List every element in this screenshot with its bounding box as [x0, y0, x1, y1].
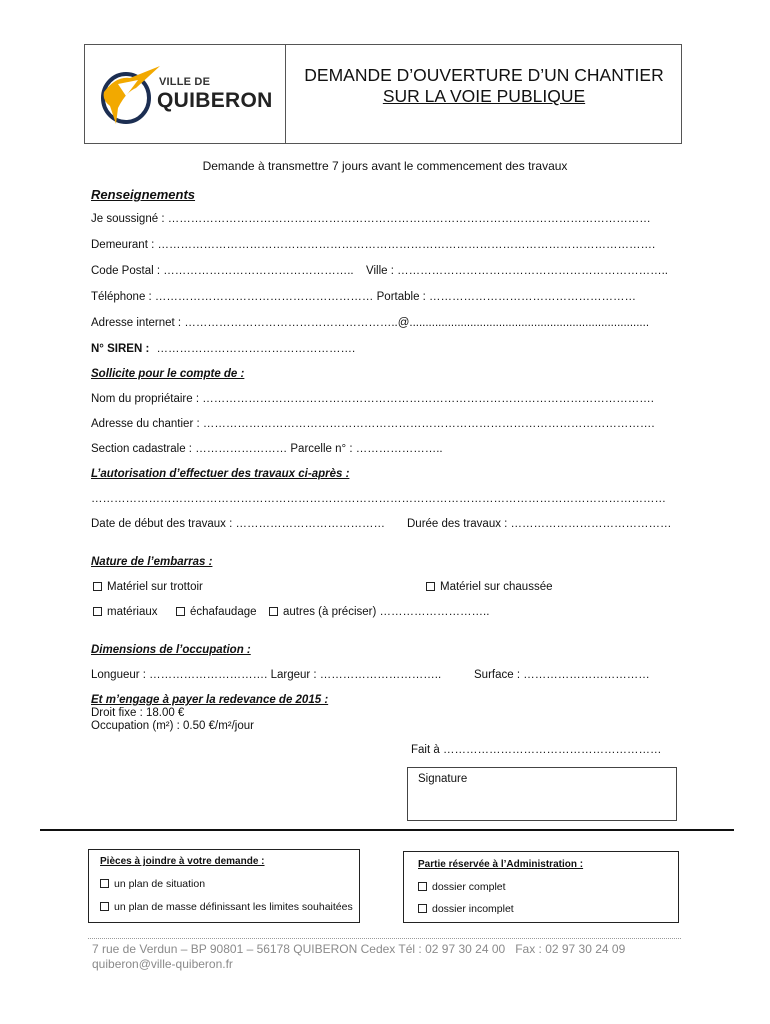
logo-text-ville-de: VILLE DE [159, 76, 211, 88]
heading-sollicite: Sollicite pour le compte de : [91, 368, 245, 380]
field-section-parcelle[interactable]: Section cadastrale : …………………… Parcelle n° : ………………….. [91, 443, 443, 455]
title-line-2: SUR LA VOIE PUBLIQUE [382, 86, 586, 106]
heading-autorisation: L’autorisation d’effectuer des travaux ci-après : [91, 468, 350, 480]
option-materiel-trottoir[interactable] [93, 581, 203, 593]
siren-dots: ……………………………………………. [156, 343, 356, 355]
ville-de-quiberon-logo [96, 62, 276, 130]
logo-text-quiberon: QUIBERON [157, 89, 273, 112]
administration-box [403, 851, 679, 923]
checkbox-echafaudage[interactable] [176, 607, 185, 616]
label-dossier-complet: dossier complet [432, 881, 506, 893]
label-dossier-incomplet: dossier incomplet [432, 903, 514, 915]
label-materiaux: matériaux [107, 606, 158, 618]
field-surface[interactable]: Surface : …………………………… [474, 669, 650, 681]
pieces-box [88, 849, 360, 923]
checkbox-plan-situation[interactable] [100, 879, 109, 888]
field-nom-proprietaire[interactable]: Nom du propriétaire : ………………………………………………………………………………………………………. [91, 393, 654, 405]
label-autres: autres (à préciser) ……………………….. [283, 606, 490, 618]
footer-address-line [92, 942, 625, 957]
label-plan-masse: un plan de masse définissant les limites souhaitées [114, 901, 353, 913]
option-materiel-chaussee[interactable] [426, 581, 553, 593]
field-date-debut[interactable]: Date de début des travaux : ………………………………… [91, 518, 385, 530]
administration-title: Partie réservée à l’Administration : [418, 859, 584, 870]
subtitle: Demande à transmettre 7 jours avant le commencement des travaux [202, 159, 568, 173]
title-line-1: DEMANDE D’OUVERTURE D’UN CHANTIER [304, 65, 664, 85]
field-adresse-chantier[interactable]: Adresse du chantier : ………………………………………………………………………………………………………. [91, 418, 655, 430]
page-title [286, 65, 682, 107]
label-echafaudage: échafaudage [190, 606, 257, 618]
signature-label: Signature [418, 773, 468, 785]
checkbox-chaussee[interactable] [426, 582, 435, 591]
footer-fax: Fax : 02 97 30 24 09 [515, 942, 626, 956]
label-plan-situation: un plan de situation [114, 878, 206, 890]
option-echafaudage[interactable] [176, 606, 257, 618]
checkbox-materiaux[interactable] [93, 607, 102, 616]
field-siren[interactable] [91, 343, 355, 355]
field-adresse-internet[interactable]: Adresse internet : ………………………………………………..@........................................................................... [91, 317, 650, 329]
heading-renseignements: Renseignements [91, 187, 196, 202]
checkbox-dossier-incomplet[interactable] [418, 904, 427, 913]
field-longueur-largeur[interactable]: Longueur : …………………………. Largeur : ………………………….. [91, 669, 442, 681]
field-fait-a[interactable]: Fait à ………………………………………………… [411, 744, 662, 756]
footer-email[interactable]: quiberon@ville-quiberon.fr [92, 957, 233, 971]
field-duree[interactable]: Durée des travaux : …………………………………… [407, 518, 672, 530]
label-chaussee: Matériel sur chaussée [440, 581, 553, 593]
heading-nature-embarras: Nature de l’embarras : [91, 556, 213, 568]
separator-line [40, 829, 734, 831]
checkbox-plan-masse[interactable] [100, 902, 109, 911]
field-je-soussigne[interactable]: Je soussigné : ……………………………………………………………………………………………………………… [91, 213, 651, 225]
option-materiaux[interactable] [93, 606, 158, 618]
heading-dimensions: Dimensions de l’occupation : [91, 644, 251, 656]
text-occupation: Occupation (m²) : 0.50 €/m²/jour [91, 720, 254, 732]
field-travaux-description[interactable]: …………………………………………………………………………………………………………………………………… [91, 493, 666, 505]
pieces-item-plan-situation[interactable] [100, 878, 205, 890]
field-ville[interactable]: Ville : …………………………………………………………….. [366, 265, 668, 277]
field-telephone-portable[interactable]: Téléphone : ………………………………………………… Portable : ……………………………………………… [91, 291, 637, 303]
field-demeurant[interactable]: Demeurant : …………………………………………………………………………………………………………………. [91, 239, 656, 251]
footer-rule [88, 938, 681, 939]
admin-item-complet[interactable] [418, 881, 506, 893]
siren-label: N° SIREN : [91, 343, 150, 355]
label-trottoir: Matériel sur trottoir [107, 581, 203, 593]
heading-redevance: Et m’engage à payer la redevance de 2015 : [91, 694, 329, 706]
checkbox-trottoir[interactable] [93, 582, 102, 591]
field-code-postal[interactable]: Code Postal : ………………………………………….. [91, 265, 354, 277]
signature-box[interactable] [407, 767, 677, 821]
footer [92, 942, 625, 972]
admin-item-incomplet[interactable] [418, 903, 514, 915]
checkbox-dossier-complet[interactable] [418, 882, 427, 891]
text-droit-fixe: Droit fixe : 18.00 € [91, 707, 185, 719]
footer-address: 7 rue de Verdun – BP 90801 – 56178 QUIBERON Cedex Tél : 02 97 30 24 00 [92, 942, 506, 956]
pieces-item-plan-masse[interactable] [100, 901, 353, 913]
checkbox-autres[interactable] [269, 607, 278, 616]
logo-emblem-icon [96, 62, 166, 130]
pieces-title: Pièces à joindre à votre demande : [100, 856, 265, 867]
option-autres[interactable] [269, 606, 489, 618]
